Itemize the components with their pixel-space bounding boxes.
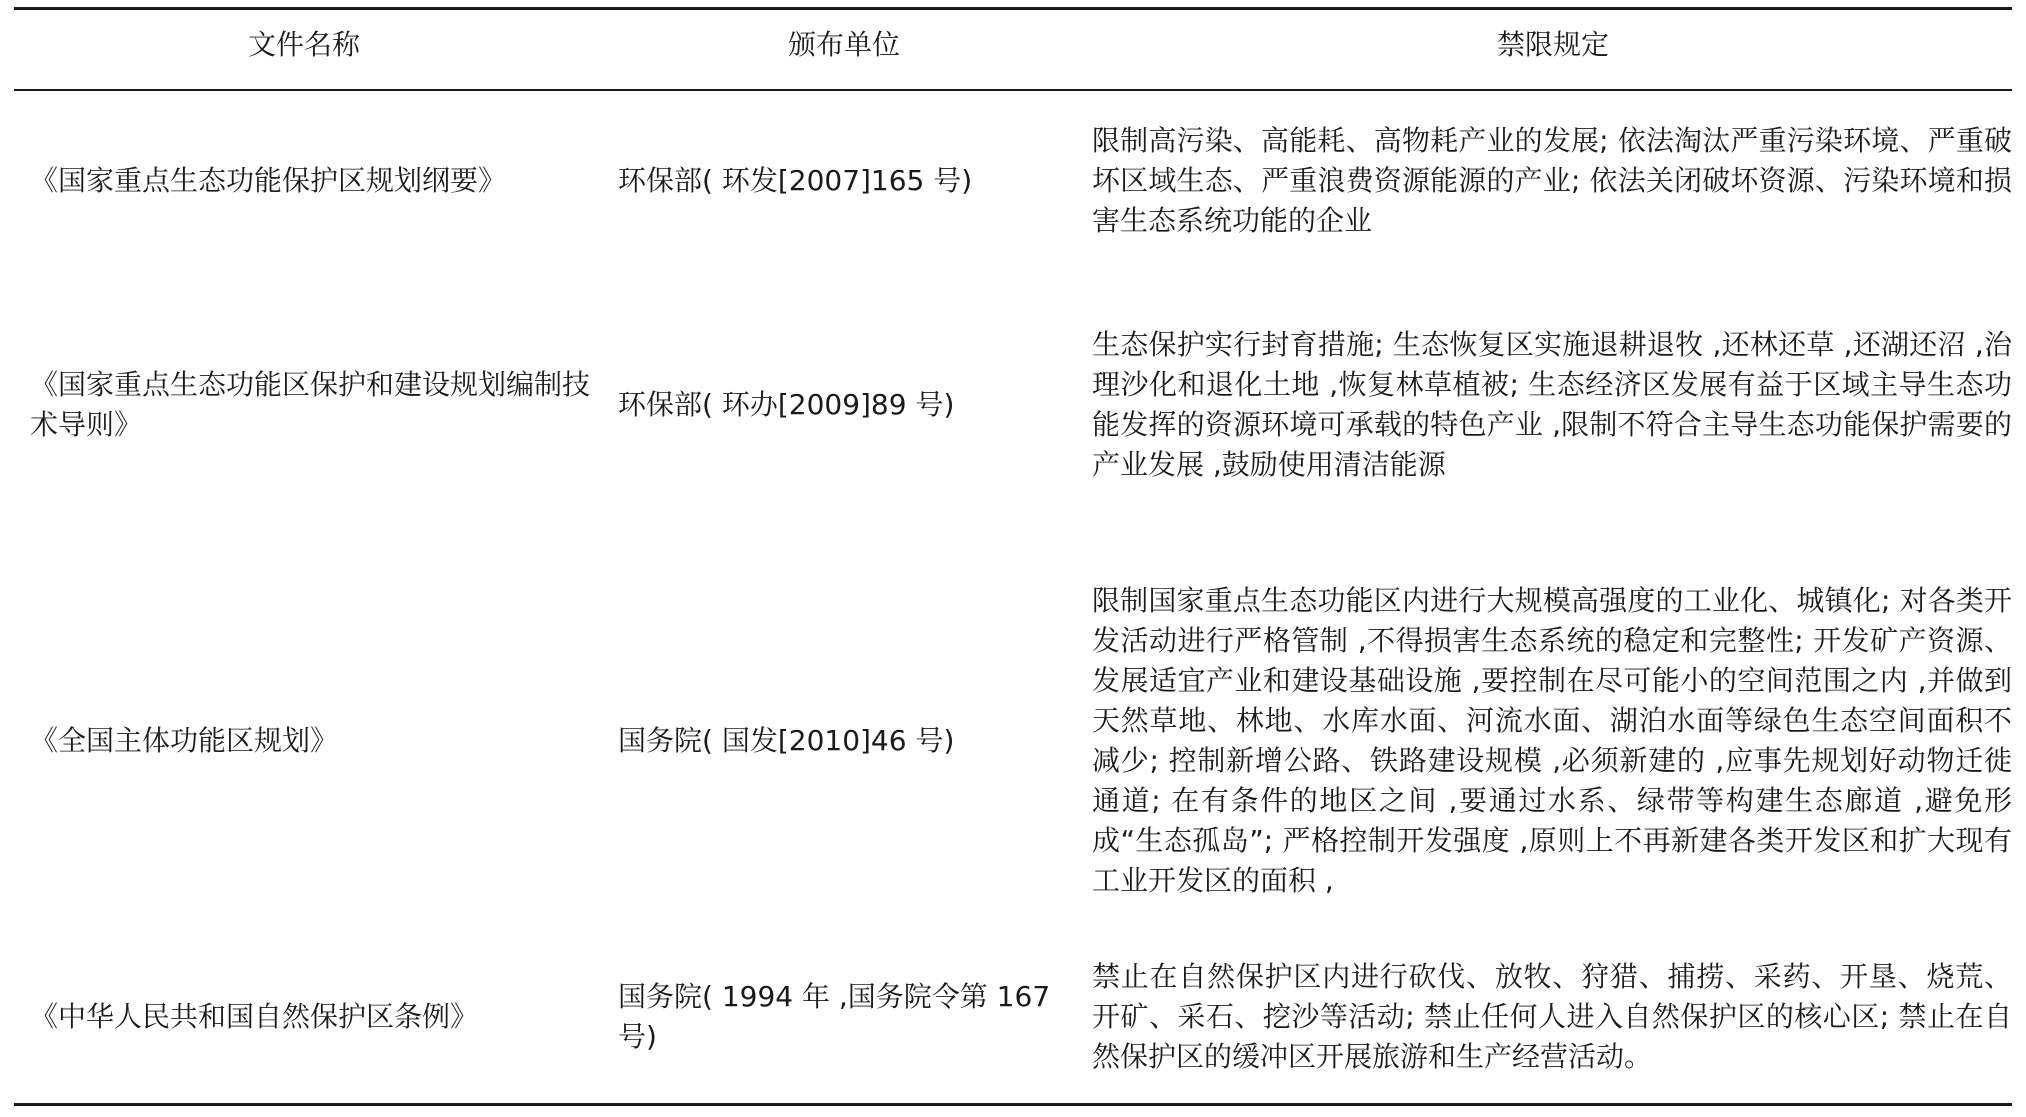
row-4-name: 《中华人民共和国自然保护区条例》: [30, 1000, 479, 1033]
row-3-rule-cell: [1092, 553, 2012, 929]
row-1-unit: 环保部( 环发[2007]165 号): [618, 164, 973, 197]
row-3-unit: 国务院( 国发[2010]46 号): [618, 724, 955, 757]
table-bottom-rule: [14, 1103, 2012, 1106]
row-3-name-cell: [30, 553, 600, 929]
row-2-unit: 环保部( 环办[2009]89 号): [618, 388, 955, 421]
row-2-unit-cell: [618, 323, 1078, 487]
row-4-name-cell: [30, 955, 600, 1079]
row-4-unit-cell: [618, 955, 1078, 1079]
row-3-unit-cell: [618, 553, 1078, 929]
table-header-rule: [14, 89, 2012, 91]
row-4-rule: 禁止在自然保护区内进行砍伐、放牧、狩猎、捕捞、采药、开垦、烧荒、开矿、采石、挖沙等活动; 禁止任何人进入自然保护区的核心区; 禁止在自然保护区的缓冲区开展旅游和生产经营活动。: [1092, 960, 2012, 1073]
row-2-name: 《国家重点生态功能区保护和建设规划编制技术导则》: [30, 368, 591, 441]
header-issuing-unit: 颁布单位: [787, 28, 900, 61]
row-1-rule-cell: [1092, 119, 2012, 243]
row-1-name-cell: [30, 119, 600, 243]
header-file-name: 文件名称: [247, 28, 360, 61]
row-4-unit: 国务院( 1994 年 ,国务院令第 167 号): [618, 980, 1051, 1053]
header-restrictions: 禁限规定: [1496, 28, 1609, 61]
row-3-name: 《全国主体功能区规划》: [30, 724, 339, 757]
row-1-rule: 限制高污染、高能耗、高物耗产业的发展; 依法淘汰严重污染环境、严重破坏区域生态、严重浪费资源能源的产业; 依法关闭破坏资源、污染环境和损害生态系统功能的企业: [1092, 124, 2012, 237]
row-3-rule: 限制国家重点生态功能区内进行大规模高强度的工业化、城镇化; 对各类开发活动进行严格管制 ,不得损害生态系统的稳定和完整性; 开发矿产资源、发展适宜产业和建设基础设施 ,要控制在尽可能小的空间范围之内 ,并做到天然草地、林地、水库水面、河流水面、湖泊水面等绿色生态空间面积不减少; 控制新增公路、铁路建设规模 ,必须新建的 ,应事先规划好动物迁徙通道; 在有条件的地区之间 ,要通过水系、绿带等构建生态廊道 ,避免形成“生态孤岛”; 严格控制开发强度 ,原则上不再新建各类开发区和扩大现有工业开发区的面积 ,: [1092, 584, 2012, 897]
table-top-rule: [14, 7, 2012, 10]
row-2-rule: 生态保护实行封育措施; 生态恢复区实施退耕退牧 ,还林还草 ,还湖还沼 ,治理沙化和退化土地 ,恢复林草植被; 生态经济区发展有益于区域主导生态功能发挥的资源环境可承载的特色产业 ,限制不符合主导生态功能保护需要的产业发展 ,鼓励使用清洁能源: [1092, 328, 2012, 481]
row-1-unit-cell: [618, 119, 1078, 243]
row-4-rule-cell: [1092, 955, 2012, 1079]
row-1-name: 《国家重点生态功能保护区规划纲要》: [30, 164, 507, 197]
row-2-name-cell: [30, 323, 600, 487]
row-2-rule-cell: [1092, 323, 2012, 487]
